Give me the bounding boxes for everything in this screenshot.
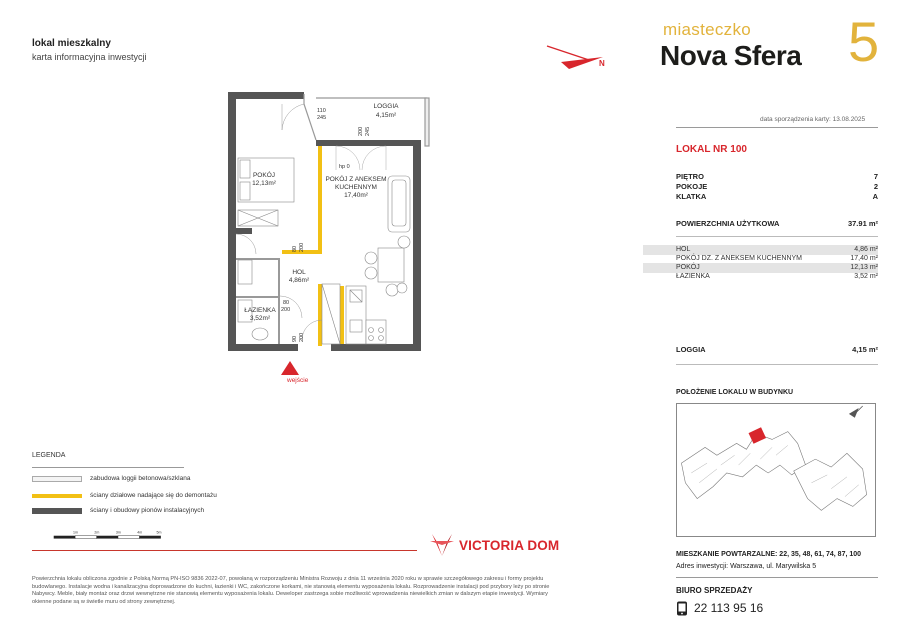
usable-area-row <box>676 219 878 228</box>
divider <box>32 467 184 468</box>
legend-swatch-walls <box>32 508 82 514</box>
legend-swatch-demolish <box>32 494 82 498</box>
investment-address: Adres inwestycji: Warszawa, ul. Marywilska 5 <box>676 563 817 570</box>
rooms-row <box>676 182 878 191</box>
card-date: data sporządzenia karty: 13.08.2025 <box>760 116 866 123</box>
room-area: 4,86 m² <box>854 246 878 253</box>
svg-text:N: N <box>599 59 605 68</box>
stair-label: KLATKA <box>676 192 707 201</box>
brand-name: Nova Sfera <box>660 40 802 71</box>
room-row <box>643 272 878 282</box>
room-name: ŁAZIENKA <box>676 273 710 280</box>
divider <box>676 577 878 578</box>
sales-phone[interactable]: 22 113 95 16 <box>694 601 764 615</box>
repeat-units: MIESZKANIE POWTARZALNE: 22, 35, 48, 61, 74, 87, 100 <box>676 551 862 558</box>
brand-tagline: miasteczko <box>663 20 752 39</box>
plan-bath-area: 3,52m² <box>249 315 271 322</box>
dim-label: 200 <box>299 332 305 342</box>
plan-room-label: POKÓJ <box>252 172 276 179</box>
plan-room-area: 12,13m² <box>252 180 276 187</box>
dim-label: 200 <box>358 126 364 136</box>
stair-value: A <box>872 192 878 201</box>
scale-tick-label: 3m <box>115 530 121 535</box>
dim-label: 110 <box>317 108 326 114</box>
legend-title: LEGENDA <box>32 452 66 459</box>
dim-label: 245 <box>317 115 327 121</box>
scale-tick-label: 2m <box>94 530 100 535</box>
developer-logo <box>430 533 559 557</box>
dim-label: 80 <box>283 300 290 306</box>
floor-label: PIĘTRO <box>676 172 704 181</box>
entrance-label: wejście <box>287 377 309 384</box>
scale-bar <box>32 530 184 540</box>
plan-hp-label: hp 0 <box>339 164 350 170</box>
room-name: POKÓJ <box>676 264 700 271</box>
building-location-map <box>676 403 876 537</box>
north-arrow-icon <box>543 42 609 72</box>
divider <box>676 127 878 128</box>
legend-item-walls: ściany i obudowy pionów instalacyjnych <box>90 507 205 514</box>
divider <box>676 364 878 365</box>
usable-area-value: 37.91 m² <box>847 219 878 228</box>
room-name: POKÓJ DZ. Z ANEKSEM KUCHENNYM <box>676 255 803 262</box>
plan-hall-area: 4,86m² <box>288 277 310 284</box>
developer-name: VICTORIA DOM <box>459 537 560 553</box>
document-subtitle: karta informacyjna inwestycji <box>32 52 147 62</box>
room-name: HOL <box>676 246 691 253</box>
entrance-arrow-icon <box>280 360 300 376</box>
room-area: 17,40 m² <box>850 255 878 262</box>
floor-value: 7 <box>873 172 878 181</box>
divider <box>676 236 878 237</box>
brand-digit: 5 <box>848 10 880 73</box>
scale-tick-label: 1m <box>73 530 78 535</box>
plan-living-label-1: POKÓJ Z ANEKSEM <box>325 176 387 183</box>
usable-area-label: POWIERZCHNIA UŻYTKOWA <box>676 219 780 228</box>
loggia-area: 4,15 m² <box>852 345 878 354</box>
dim-label: 200 <box>299 242 305 252</box>
rooms-value: 2 <box>873 182 878 191</box>
stair-row <box>676 192 878 201</box>
legend-swatch-loggia <box>32 476 82 482</box>
rooms-label: POKOJE <box>676 182 708 191</box>
floor-row <box>676 172 878 181</box>
phone-icon <box>676 601 688 616</box>
unit-title: LOKAL NR 100 <box>676 144 747 155</box>
room-area: 12,13 m² <box>850 264 878 271</box>
plan-hall-label: HOL <box>292 269 306 276</box>
scale-tick-label: 4m <box>137 530 143 535</box>
plan-living-area: 17,40m² <box>344 192 368 199</box>
dim-label: 200 <box>281 307 291 313</box>
dim-label: 90 <box>292 335 298 342</box>
scale-tick-label: 5m <box>156 530 162 535</box>
loggia-row <box>676 345 878 354</box>
legend-item-loggia: zabudowa loggii betonowa/szklana <box>90 475 191 482</box>
victoria-star-icon <box>430 534 454 556</box>
divider <box>32 550 417 551</box>
plan-loggia-area: 4,15m² <box>375 112 397 119</box>
dim-label: 245 <box>365 126 371 136</box>
position-title: POŁOŻENIE LOKALU W BUDYNKU <box>676 389 794 396</box>
room-area: 3,52 m² <box>854 273 878 280</box>
sales-office-title: BIURO SPRZEDAŻY <box>676 586 753 595</box>
plan-living-label-2: KUCHENNYM <box>335 184 377 191</box>
plan-bath-label: ŁAZIENKA <box>244 307 276 314</box>
dim-label: 80 <box>292 245 298 252</box>
legend-item-demolish: ściany działowe nadające się do demontażu <box>90 492 217 499</box>
legal-footnote: Powierzchnia lokalu obliczona zgodnie z Polską Normą PN-ISO 9836 2022-07, powołaną w rozporządzeniu Ministra Rozwoju z dnia 11 września 2020 roku w sprawie szczegółowego zakresu i formy projektu budowlanego. Instalacje wodna i kanalizacyjna doprowadzone do kuchni, łazienki i WC, zakończone korkami, nie stanowią elementu wyposażenia lokalu. Rozprowadzenie instalacji pod przybory leży po stronie Nabywcy. Meble, biały montaż oraz drzwi wewnętrzne nie stanowią elementu wyposażenia lokalu. Deweloper zastrzega sobie możliwość wprowadzenia niewielkich zmian w dalszym etapie inwestycji. Wymiary okienne podane są w świetle muru od strony zewnętrznej. <box>32 576 550 605</box>
loggia-label: LOGGIA <box>676 345 706 354</box>
floor-plan <box>226 90 436 362</box>
plan-loggia-label: LOGGIA <box>373 103 399 110</box>
document-title: lokal mieszkalny <box>32 38 111 49</box>
